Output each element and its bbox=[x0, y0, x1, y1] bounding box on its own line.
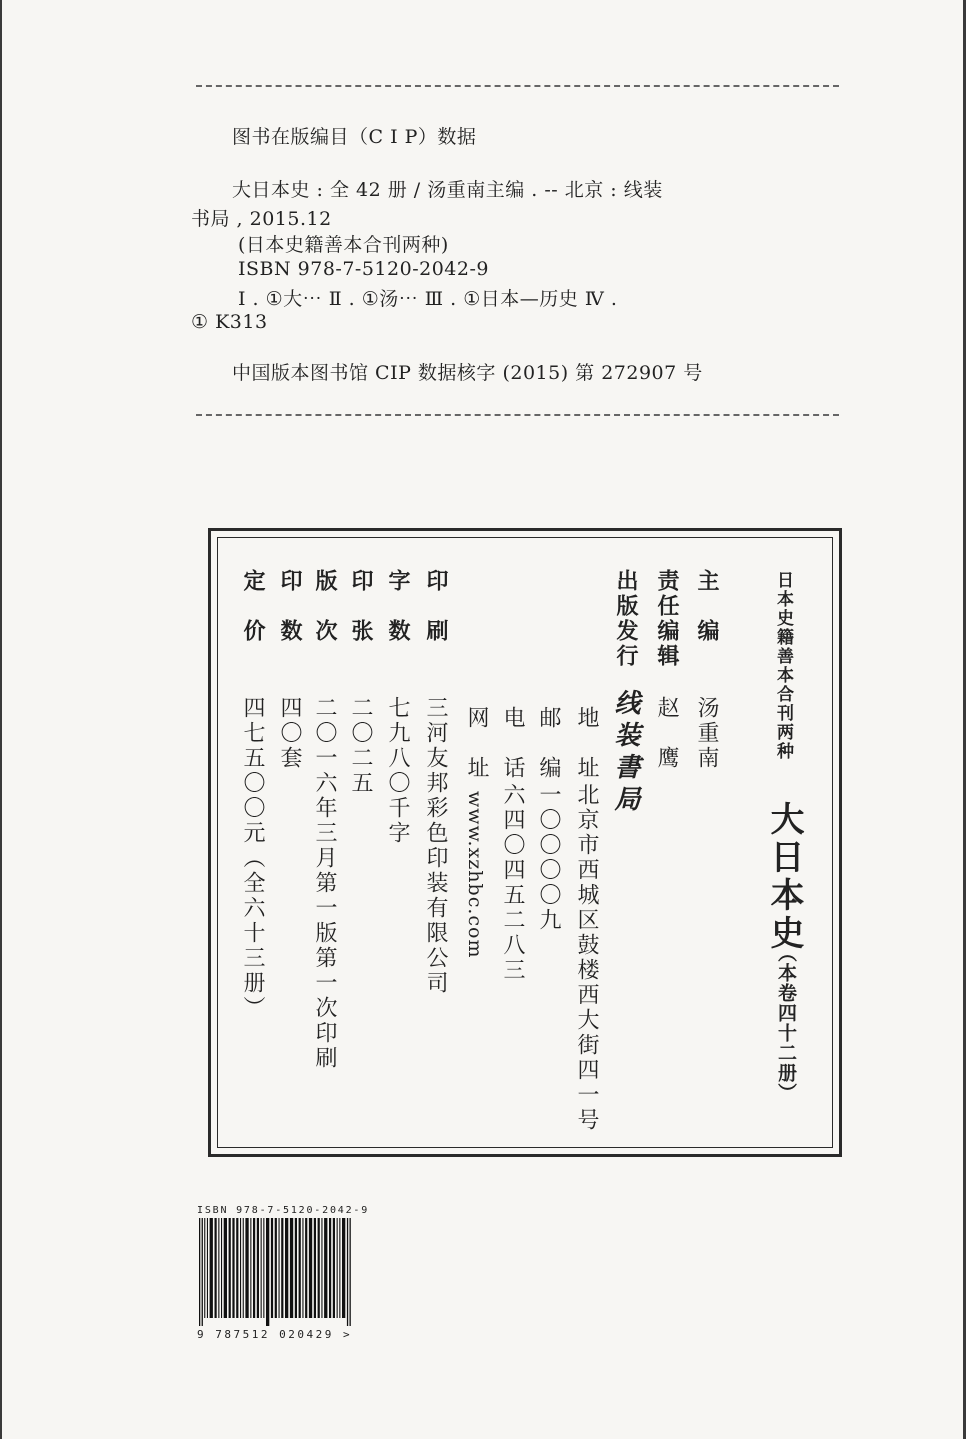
address-label: 地 址 bbox=[574, 706, 599, 781]
barcode-bar bbox=[275, 1218, 277, 1318]
print-run-label: 印 数 bbox=[277, 569, 302, 644]
barcode-bar bbox=[210, 1218, 213, 1318]
price-label: 定 价 bbox=[240, 569, 265, 644]
edition-value: 二〇一六年三月第一版第一次印刷 bbox=[312, 696, 337, 1071]
responsible-editor: 赵 鹰 bbox=[654, 696, 679, 771]
barcode-bar bbox=[199, 1218, 200, 1326]
barcode-ean-digits: 9 787512 020429 > bbox=[197, 1328, 353, 1341]
barcode-bar bbox=[218, 1218, 219, 1318]
barcode-bar bbox=[207, 1218, 208, 1318]
book-title: 大日本史 bbox=[764, 801, 804, 953]
barcode-bar bbox=[261, 1218, 262, 1318]
cip-bottom-divider bbox=[196, 414, 839, 416]
cip-line-isbn: ISBN 978-7-5120-2042-9 bbox=[238, 258, 489, 280]
isbn-barcode bbox=[197, 1218, 365, 1326]
barcode-bar bbox=[271, 1218, 273, 1318]
website-label: 网 址 bbox=[464, 706, 489, 781]
barcode-bar bbox=[232, 1218, 234, 1318]
barcode-bar bbox=[342, 1218, 345, 1318]
barcode-bar bbox=[253, 1218, 255, 1318]
barcode-bar bbox=[263, 1218, 264, 1318]
barcode-bar bbox=[279, 1218, 280, 1318]
publisher-logo: 线装書局 bbox=[610, 689, 640, 817]
barcode-bar bbox=[318, 1218, 320, 1318]
barcode-bar bbox=[257, 1218, 259, 1318]
barcode-bar bbox=[314, 1218, 316, 1318]
barcode-bar bbox=[350, 1218, 351, 1326]
phone-label: 电 话 bbox=[500, 706, 525, 781]
volume-note: （本卷四十二册） bbox=[775, 943, 797, 1103]
barcode-isbn-text: ISBN 978-7-5120-2042-9 bbox=[197, 1205, 370, 1216]
barcode-bar bbox=[229, 1218, 231, 1318]
cip-top-divider bbox=[196, 85, 839, 87]
printer-label: 印 刷 bbox=[423, 569, 448, 644]
barcode-bar bbox=[245, 1218, 248, 1318]
word-count-label: 字 数 bbox=[385, 569, 410, 644]
postcode-value: 一〇〇〇〇九 bbox=[536, 783, 561, 933]
cip-heading: 图书在版编目（C I P）数据 bbox=[232, 126, 477, 148]
barcode-bar bbox=[299, 1218, 301, 1318]
cip-record-number: 中国版本图书馆 CIP 数据核字 (2015) 第 272907 号 bbox=[232, 362, 703, 384]
cip-line-classification-cont: ① K313 bbox=[191, 311, 268, 333]
printer-value: 三河友邦彩色印装有限公司 bbox=[423, 696, 448, 996]
barcode-bar bbox=[321, 1218, 322, 1318]
barcode-bar bbox=[333, 1218, 335, 1318]
price-value: 四七五〇〇元（全六十三册） bbox=[240, 696, 265, 1021]
barcode-bar bbox=[236, 1218, 238, 1318]
barcode-bar bbox=[224, 1218, 227, 1318]
barcode-bar bbox=[324, 1218, 327, 1318]
address-value: 北京市西城区鼓楼西大街四一号 bbox=[574, 783, 599, 1133]
website-value: www.xzhbc.com bbox=[464, 791, 486, 959]
barcode-bar bbox=[309, 1218, 312, 1318]
cip-line-classification: Ⅰ . ①大⋯ Ⅱ . ①汤⋯ Ⅲ . ①日本—历史 Ⅳ . bbox=[238, 288, 618, 310]
barcode-bar bbox=[285, 1218, 288, 1318]
word-count-value: 七九八〇千字 bbox=[385, 696, 410, 846]
chief-editor: 汤重南 bbox=[694, 696, 719, 771]
sheets-label: 印 张 bbox=[348, 569, 373, 644]
colophon-inner-border bbox=[217, 537, 833, 1148]
barcode-bar bbox=[339, 1218, 340, 1318]
barcode-bar bbox=[266, 1218, 269, 1326]
edition-label: 版 次 bbox=[312, 569, 337, 644]
barcode-bar bbox=[240, 1218, 241, 1318]
phone-value: 六四〇四五二八三 bbox=[500, 783, 525, 983]
barcode-bar bbox=[250, 1218, 251, 1318]
cip-line-publisher: 书局 , 2015.12 bbox=[191, 208, 332, 230]
sheets-value: 二〇二五 bbox=[348, 696, 373, 796]
barcode-bar bbox=[295, 1218, 297, 1318]
publisher-label: 出版发行 bbox=[613, 569, 638, 669]
chief-editor-label: 主 编 bbox=[694, 569, 719, 644]
barcode-bar bbox=[221, 1218, 222, 1318]
barcode-bar bbox=[302, 1218, 303, 1318]
series-name: 日本史籍善本合刊两种 bbox=[773, 571, 793, 761]
barcode-bar bbox=[329, 1218, 331, 1318]
postcode-label: 邮 编 bbox=[536, 706, 561, 781]
cip-line-title: 大日本史 : 全 42 册 / 汤重南主编 . -- 北京 : 线装 bbox=[232, 179, 663, 201]
barcode-bar bbox=[305, 1218, 307, 1318]
barcode-bar bbox=[290, 1218, 293, 1318]
barcode-bar bbox=[204, 1218, 205, 1318]
print-run-value: 四〇套 bbox=[277, 696, 302, 771]
responsible-editor-label: 责任编辑 bbox=[654, 569, 679, 669]
cip-line-series: (日本史籍善本合刊两种) bbox=[238, 234, 449, 256]
barcode-bar bbox=[202, 1218, 203, 1326]
barcode-bar bbox=[243, 1218, 244, 1318]
barcode-bar bbox=[215, 1218, 217, 1318]
barcode-bar bbox=[281, 1218, 283, 1318]
colophon-box bbox=[208, 528, 842, 1157]
barcode-bar bbox=[347, 1218, 348, 1326]
barcode-bar bbox=[337, 1218, 338, 1318]
